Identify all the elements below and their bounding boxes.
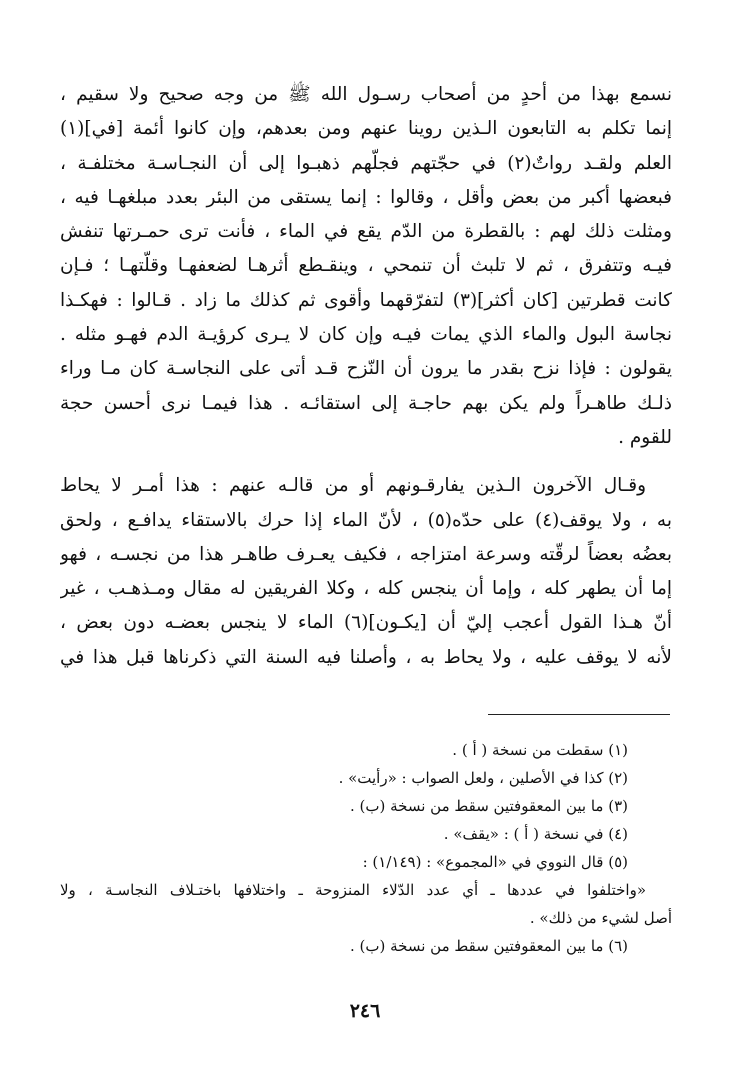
text-line: نجاسة البول والماء الذي يمات فيـه وإن كان لا يـرى كرؤيـة الدم فهـو مثله . [60, 324, 672, 346]
text-line: نسمع بهذا من أحدٍ من أصحاب رسـول الله ﷺ من وجه صحيح ولا سقيم ، [60, 84, 672, 105]
footnote-5: (٥) قال النووي في «المجموع» : (١/١٤٩) : [362, 853, 628, 871]
text-line: إما أن يطهر كله ، وإما أن ينجس كله ، وكلا الفريقين له مقال ومـذهـب ، غير [60, 578, 672, 600]
text-line: إنما تكلم به التابعون الـذين روينا عنهم ومن بعدهم، وإن كانوا أئمة [في](١) [60, 118, 672, 140]
text-line: يقولون : فإذا نزح بقدر ما يرون أن النّزح قـد أتى على النجاسـة كان مـا وراء [60, 358, 672, 380]
footnote-4: (٤) في نسخة ( أ ) : «يقف» . [443, 825, 628, 843]
text-line: للقوم . [618, 426, 672, 448]
text-line: فبعضها أكبر من بعض وأقل ، وقالوا : إنما يستقى من البئر بعدد مبلغهـا فيه ، [60, 186, 672, 208]
page-number: ٢٤٦ [349, 1000, 381, 1022]
text-line: أنّ هـذا القول أعجب إليّ أن [يكـون](٦) الماء لا ينجس بعضـه دون بعض ، [60, 612, 672, 634]
footnote-5-quote-end: أصل لشيء من ذلك» . [529, 909, 672, 927]
footnote-divider [488, 714, 670, 715]
paragraph-gap [60, 455, 672, 469]
footnote-3: (٣) ما بين المعقوفتين سقط من نسخة (ب) . [350, 797, 628, 815]
footnotes [60, 736, 672, 960]
paragraph-2 [60, 469, 672, 675]
text-line: كانت قطرتين [كان أكثر](٣) لتفرّقهما وأقوى ثم كذلك ما زاد . قـالوا : فهكـذا [60, 289, 672, 311]
text-line: به ، ولا يوقف(٤) على حدّه(٥) ، لأنّ الماء إذا حرك بالاستقاء يدافـع ، ولحق [60, 509, 672, 531]
text-line: لأنه لا يوقف عليه ، ولا يحاط به ، وأصلنا فيه السنة التي ذكرناها قبل هذا في [60, 646, 672, 668]
text-line: وقـال الآخرون الـذين يفارقـونهم أو من قالـه عنهم : هذا أمـر لا يحاط [60, 475, 646, 497]
text-line: ذلـك طاهـراً ولم يكن بهم حاجـة إلى استقائـه . هذا فيمـا نرى أحسن حجة [60, 392, 672, 414]
footnote-1: (١) سقطت من نسخة ( أ ) . [452, 741, 628, 759]
text-line: العلم ولقـد رواتٌ(٢) في حجّتهم فجلّهم ذهبـوا إلى أن النجـاسـة مختلفـة ، [60, 152, 672, 174]
footnote-2: (٢) كذا في الأصلين ، ولعل الصواب : «رأيت» . [338, 769, 628, 787]
text-line: بعضُه بعضاً لرقّته وسرعة امتزاجه ، فكيف يعـرف طاهـر هذا من نجسـه ، فهو [60, 543, 672, 565]
text-line: فيـه وتتفرق ، ثم لا تلبث أن تنمحي ، وينقـطع أثرهـا لضعفهـا وقلّتهـا ؛ فـإن [60, 255, 672, 277]
paragraph-1 [60, 78, 672, 455]
footnote-6: (٦) ما بين المعقوفتين سقط من نسخة (ب) . [350, 937, 628, 955]
text-line: ومثلت ذلك لهم : بالقطرة من الدّم يقع في الماء ، فأنت ترى حمـرتها تنفش [60, 221, 672, 243]
main-text [60, 78, 672, 675]
footnote-5-quote: «واختلفوا في عددها ـ أي عدد الدّلاء المنزوحة ـ واختلافها باختـلاف النجاسـة ، ولا [60, 881, 646, 899]
